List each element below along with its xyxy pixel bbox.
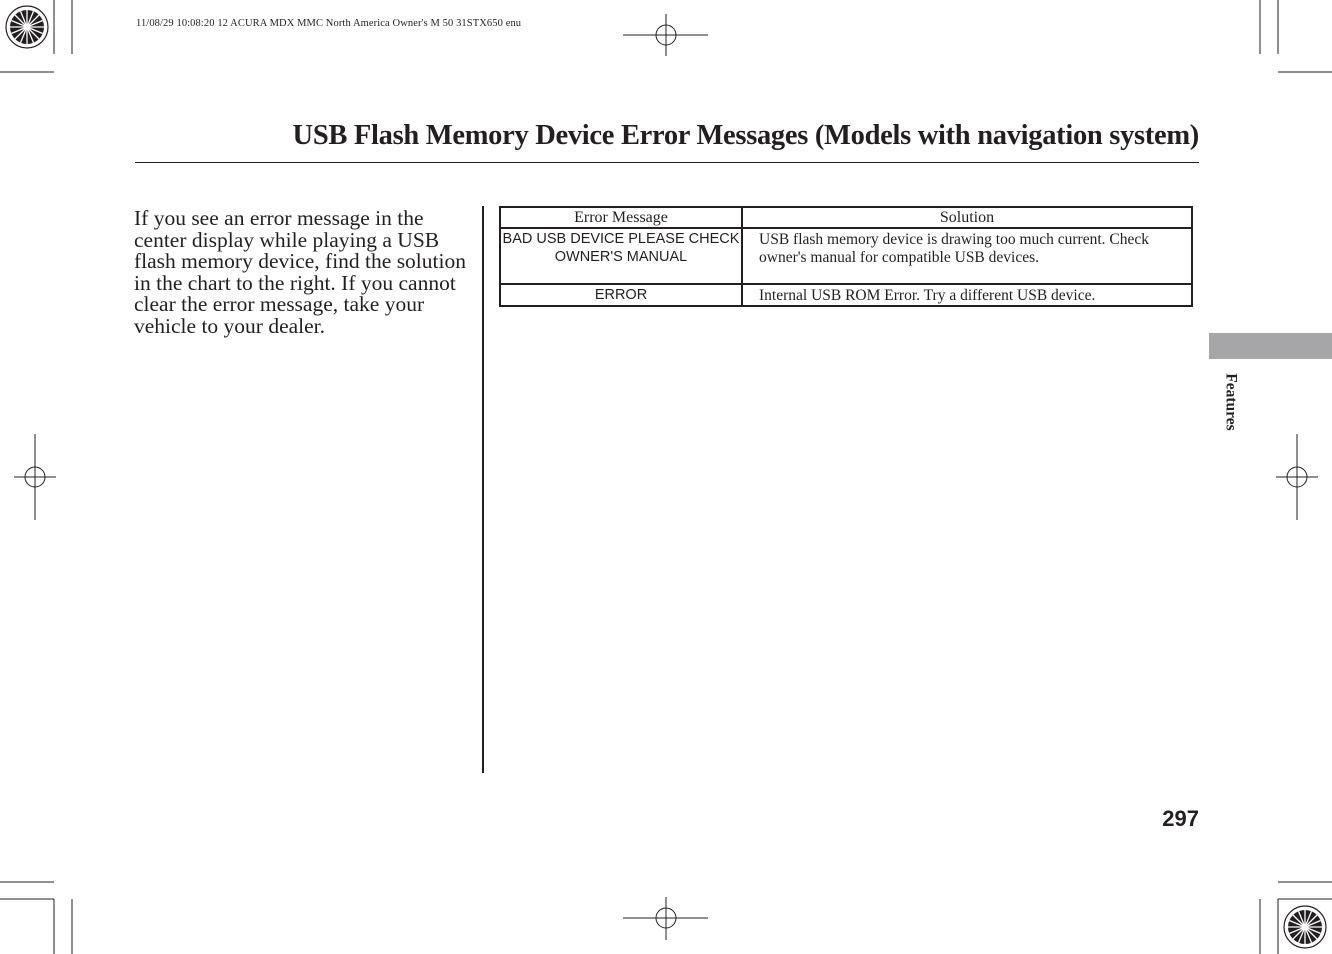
title-rule [135, 162, 1199, 163]
column-header-solution: Solution [742, 207, 1192, 228]
print-header: 11/08/29 10:08:20 12 ACURA MDX MMC North America Owner's M 50 31STX650 enu [136, 18, 522, 29]
section-tab-label: Features [1222, 373, 1240, 431]
column-divider [482, 206, 484, 773]
intro-paragraph: If you see an error message in the center display while playing a USB flash memory device, find the solution in the chart to the right. If you cannot clear the error message, take your vehicle to your dealer. [134, 206, 466, 338]
page-number: 297 [1162, 806, 1199, 831]
registration-mark-top [623, 14, 708, 56]
table-row [500, 228, 1192, 284]
starburst-target-bottom-right [1284, 906, 1326, 948]
section-tab [1209, 333, 1332, 359]
page-title: USB Flash Memory Device Error Messages (Models with navigation system) [292, 120, 1199, 151]
registration-mark-bottom [623, 897, 708, 940]
table-row [500, 284, 1192, 306]
registration-mark-right [1276, 434, 1318, 520]
starburst-target-top-left [6, 6, 48, 48]
solution-cell: USB flash memory device is drawing too much current. Check owner's manual for compatible USB devices. [742, 228, 1192, 284]
error-message-cell: ERROR [500, 284, 742, 306]
error-message-table [499, 206, 1193, 307]
table-header-row [500, 207, 1192, 228]
registration-mark-left [14, 434, 56, 520]
error-message-cell: BAD USB DEVICE PLEASE CHECK OWNER'S MANUAL [500, 228, 742, 284]
column-header-error-message: Error Message [500, 207, 742, 228]
solution-cell: Internal USB ROM Error. Try a different USB device. [742, 284, 1192, 306]
